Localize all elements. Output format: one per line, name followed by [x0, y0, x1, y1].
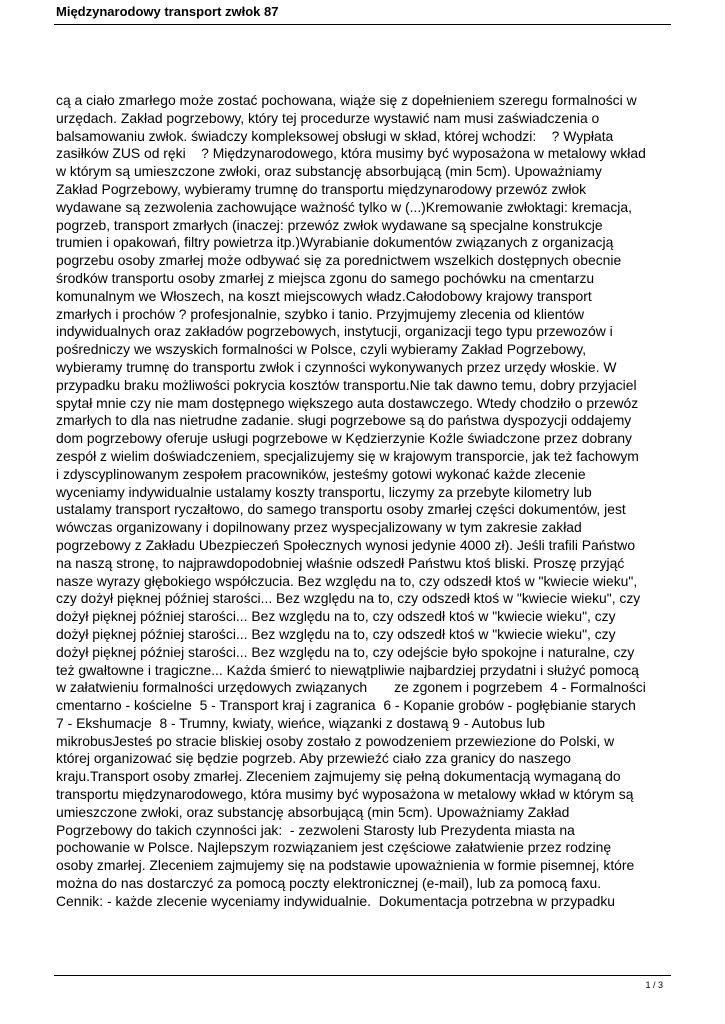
body-text-line: Zakład Pogrzebowy, wybieramy trumnę do transportu międzynarodowy przewóz zwłok [56, 180, 587, 197]
body-text-line: Cennik: - każde zlecenie wyceniamy indywidualnie. Dokumentacja potrzebna w przypadku [56, 892, 615, 909]
body-text-line: pogrzebowy z Zakładu Ubezpieczeń Społecznych wynosi jedynie 4000 zł). Jeśli trafili Państwo [56, 536, 636, 553]
body-text-line: dożył pięknej później starości... Bez względu na to, czy odszedł ktoś w "kwiecie wieku", czy [56, 608, 616, 625]
body-text-line: umieszczone zwłoki, oraz substancję absorbującą (min 5cm). Upoważniamy Zakład [56, 803, 570, 820]
body-text-line: której organizować się będzie pogrzeb. Aby przewieźć ciało zza granicy do naszego [56, 750, 572, 767]
body-text-line: w załatwieniu formalności urzędowych związanych ze zgonem i pogrzebem 4 - Formalności [56, 679, 646, 696]
body-text-line: zasiłków ZUS od ręki ? Międzynarodowego, która musimy być wyposażona w metalowy wkład [56, 145, 646, 162]
body-text-line: komunalnym we Włoszech, na koszt miejscowych władz.Całodobowy krajowy transport [56, 287, 592, 304]
page-title: Międzynarodowy transport zwłok 87 [56, 4, 279, 19]
body-text-line: zmarłych i prochów ? profesjonalnie, szybko i tanio. Przyjmujemy zlecenia od klientów [56, 305, 585, 322]
body-text-line: balsamowaniu zwłok. świadczy kompleksowej obsługi w skład, której wchodzi: ? Wypłata [56, 127, 614, 144]
body-text-line: spytał mnie czy nie mam dostępnego większego auta dostawczego. Wtedy chodziło o przewóz [56, 394, 639, 411]
body-text-line: trumien i opakowań, filtry powietrza itp.)Wyrabianie dokumentów związanych z organizacją [56, 234, 614, 251]
body-text-line: osoby zmarłej. Zleceniem zajmujemy się na podstawie upoważnienia w formie pisemnej, które [56, 857, 635, 874]
body-text-line: nasze wyrazy głębokiego współczucia. Bez względu na to, czy odszedł ktoś w "kwiecie wieku", [56, 572, 638, 589]
body-text-line: przypadku braku możliwości pokrycia kosztów transportu.Nie tak dawno temu, dobry przyjaciel [56, 376, 637, 393]
page-body-text [56, 92, 674, 911]
body-text-line: wówczas organizowany i dopilnowany przez wyspecjalizowany w tym zakresie zakład [56, 519, 582, 536]
body-text-line: zmarłych to dla nas nietrudne zadanie. sługi pogrzebowe są do państwa dyspozycji oddajemy [56, 412, 632, 429]
body-text-line: cmentarno - kościelne 5 - Transport kraj i zagranica 6 - Kopanie grobów - pogłębianie starych [56, 697, 636, 714]
body-text-line: pogrzebu osoby zmarłej może odbywać się za porednictwem wszelkich dostępnych obecnie [56, 252, 622, 269]
body-text-line: pogrzeb, transport zmarłych (inaczej: przewóz zwłok wydawane są specjalne konstrukcje [56, 216, 603, 233]
body-text-line: mikrobusJesteś po stracie bliskiej osoby zostało z powodzeniem przewiezione do Polski, w [56, 732, 615, 749]
body-text-line: zespół z wielim doświadczeniem, specjalizujemy się w krajowym transporcie, jak też fachowym [56, 447, 639, 464]
body-text-line: kraju.Transport osoby zmarłej. Zleceniem zajmujemy się pełną dokumentacją wymaganą do [56, 768, 621, 785]
body-text-line: i zdyscyplinowanym zespołem pracowników, jesteśmy gotowi wykonać każde zlecenie [56, 465, 586, 482]
body-text-line: środków transportu osoby zmarłej z miejsca zgonu do samego pochówku na cmentarzu [56, 269, 595, 286]
body-text-line: cą a ciało zmarłego może zostać pochowana, wiąże się z dopełnieniem szeregu formalności w [56, 92, 637, 108]
body-text-line: czy dożył pięknej później starości... Bez względu na to, czy odszedł ktoś w "kwiecie wieku", czy [56, 590, 641, 607]
body-text-line: na naszą stronę, to najprawdopodobniej właśnie odszedł Państwu ktoś bliski. Proszę przyjąć [56, 554, 625, 571]
body-text-line: też gwałtowne i tragiczne... Każda śmierć to niewątpliwie najbardziej przydatni i służyć pomocą [56, 661, 639, 678]
body-text-line: urzędach. Zakład pogrzebowy, który tej procedurze wystawić nam musi zaświadczenia o [56, 109, 600, 126]
body-text-line: transportu międzynarodowego, która musimy być wyposażona w metalowy wkład w którym są [56, 786, 634, 803]
body-text-line: wydawane są zezwolenia zachowujące ważność tylko w (...)Kremowanie zwłoktagi: kremacja, [56, 198, 632, 215]
page-footer [54, 975, 671, 996]
page-header [54, 0, 671, 25]
body-text-line: dom pogrzebowy oferuje usługi pogrzebowe w Kędzierzynie Koźle świadczone przez dobrany [56, 430, 633, 447]
body-text-line: ustalamy transport ryczałtowo, do samego transportu osoby zmarłej części dokumentów, jest [56, 501, 626, 518]
body-text-line: dożył pięknej później starości... Bez względu na to, czy odszedł ktoś w "kwiecie wieku", czy [56, 625, 616, 642]
body-text-line: pośredniczy we wszyskich formalności w Polsce, czyli wybieramy Zakład Pogrzebowy, [56, 341, 587, 358]
body-text-line: można do nas dostarczyć za pomocą poczty elektronicznej (e-mail), lub za pomocą faxu. [56, 875, 602, 892]
body-text-line: Pogrzebowy do takich czynności jak: - zezwoleni Starosty lub Prezydenta miasta na [56, 821, 575, 838]
body-text-line: wybieramy trumnę do transportu zwłok i czynności wykonywanych przez urzędy włoskie. W [56, 358, 617, 375]
body-text-line: 7 - Ekshumacje 8 - Trumny, kwiaty, wieńce, wiązanki z dostawą 9 - Autobus lub [56, 714, 545, 731]
body-text-line: wyceniamy indywidualnie ustalamy koszty transportu, liczymy za przebyte kilometry lub [56, 483, 592, 500]
body-text-line: pochowanie w Polsce. Najlepszym rozwiązaniem jest częściowe załatwienie przez rodzinę [56, 839, 612, 856]
body-text-line: dożył pięknej później starości... Bez względu na to, czy odejście było spokojne i naturalne, czy [56, 643, 635, 660]
page-number: 1 / 3 [645, 980, 663, 990]
body-text-line: w którym są umieszczone zwłoki, oraz substancję absorbującą (min 5cm). Upoważniamy [56, 163, 602, 180]
body-text-line: indywidualnych oraz zakładów pogrzebowych, instytucji, organizacji tego typu przewozów i [56, 323, 613, 340]
